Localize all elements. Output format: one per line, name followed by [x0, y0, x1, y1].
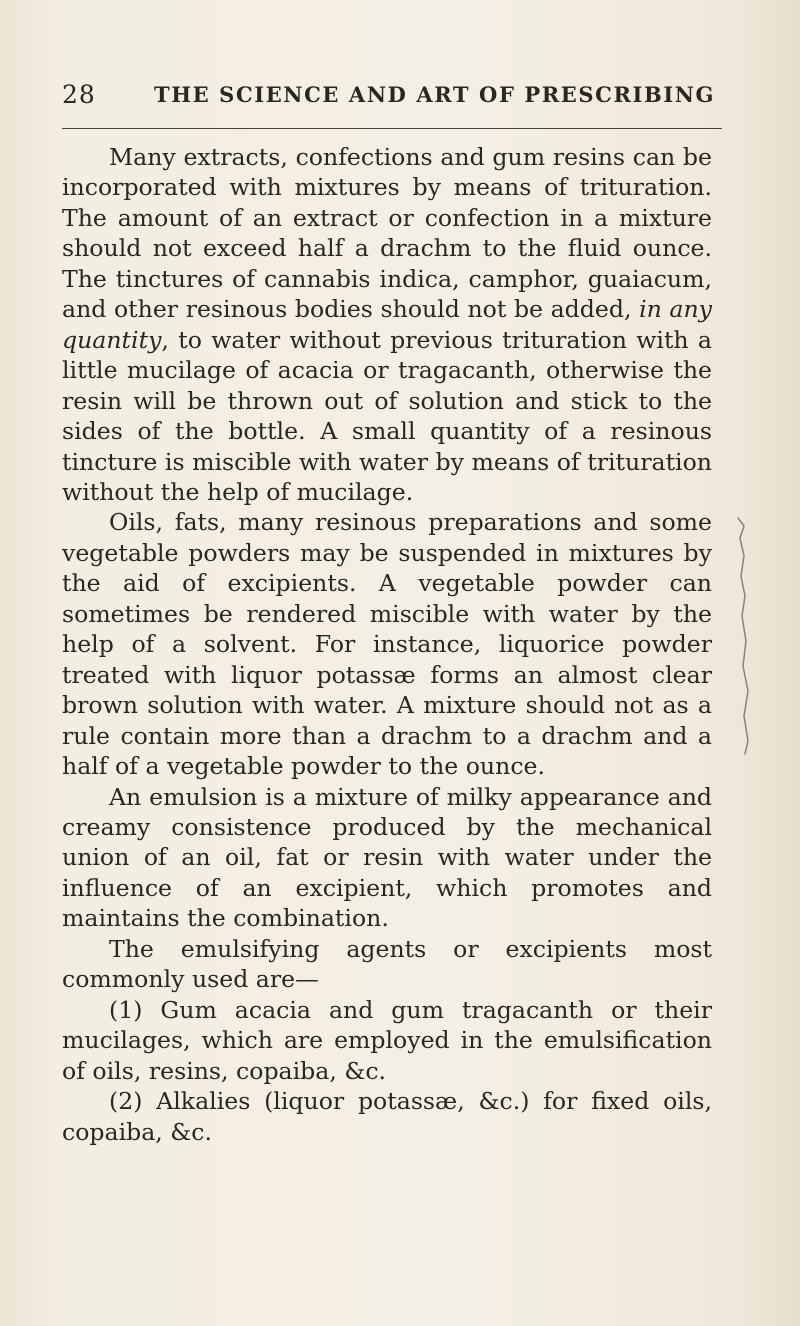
- emphasis-any-quantity: in any quantity: [62, 295, 712, 354]
- paragraph-oils-fats: Oils, fats, many resinous preparations and some vegetable powders may be suspended in mixtures by the aid of excipients. A vegetable powder can sometimes be rendered miscible with water by the help of a solvent. For instance, liquorice powder treated with liquor potassæ forms an almost clear brown solution with water. A mixture should not as a rule contain more than a drachm to a drachm and a half of a vegetable powder to the ounce.: [62, 508, 712, 781]
- paragraph-extracts-text-b: , to water without previous trituration with a little mucilage of acacia or tragacanth, otherwise the resin will be thrown out of solution and stick to the sides of the bottle. A small quantity of a resinous tincture is miscible with water by means of trituration without the help of mucilage.: [62, 325, 712, 506]
- page-number: 28: [62, 80, 96, 109]
- header-rule: [62, 128, 722, 129]
- paragraph-extracts-text-a: Many extracts, confections and gum resins can be incorporated with mixtures by means of trituration. The amount of an extract or confection in a mixture should not exceed half a drachm to the fluid ounce. The tinctures of cannabis indica, camphor, guaiacum, and other resinous bodies should not be added,: [62, 143, 712, 324]
- body-text: [62, 142, 712, 1147]
- paragraph-extracts: [62, 142, 712, 507]
- margin-pencil-mark: [732, 516, 754, 756]
- list-item-gum-acacia: (1) Gum acacia and gum tragacanth or their mucilages, which are employed in the emulsification of oils, resins, copaiba, &c.: [62, 995, 712, 1085]
- running-title: THE SCIENCE AND ART OF PRESCRIBING: [154, 82, 716, 107]
- paragraph-emulsion: An emulsion is a mixture of milky appearance and creamy consistence produced by the mechanical union of an oil, fat or resin with water under the influence of an excipient, which promotes and maintains the combination.: [62, 782, 712, 933]
- list-item-alkalies: (2) Alkalies (liquor potassæ, &c.) for fixed oils, copaiba, &c.: [62, 1087, 712, 1146]
- page-header: [62, 80, 722, 120]
- paragraph-emulsifying-agents: The emulsifying agents or excipients most commonly used are—: [62, 934, 712, 994]
